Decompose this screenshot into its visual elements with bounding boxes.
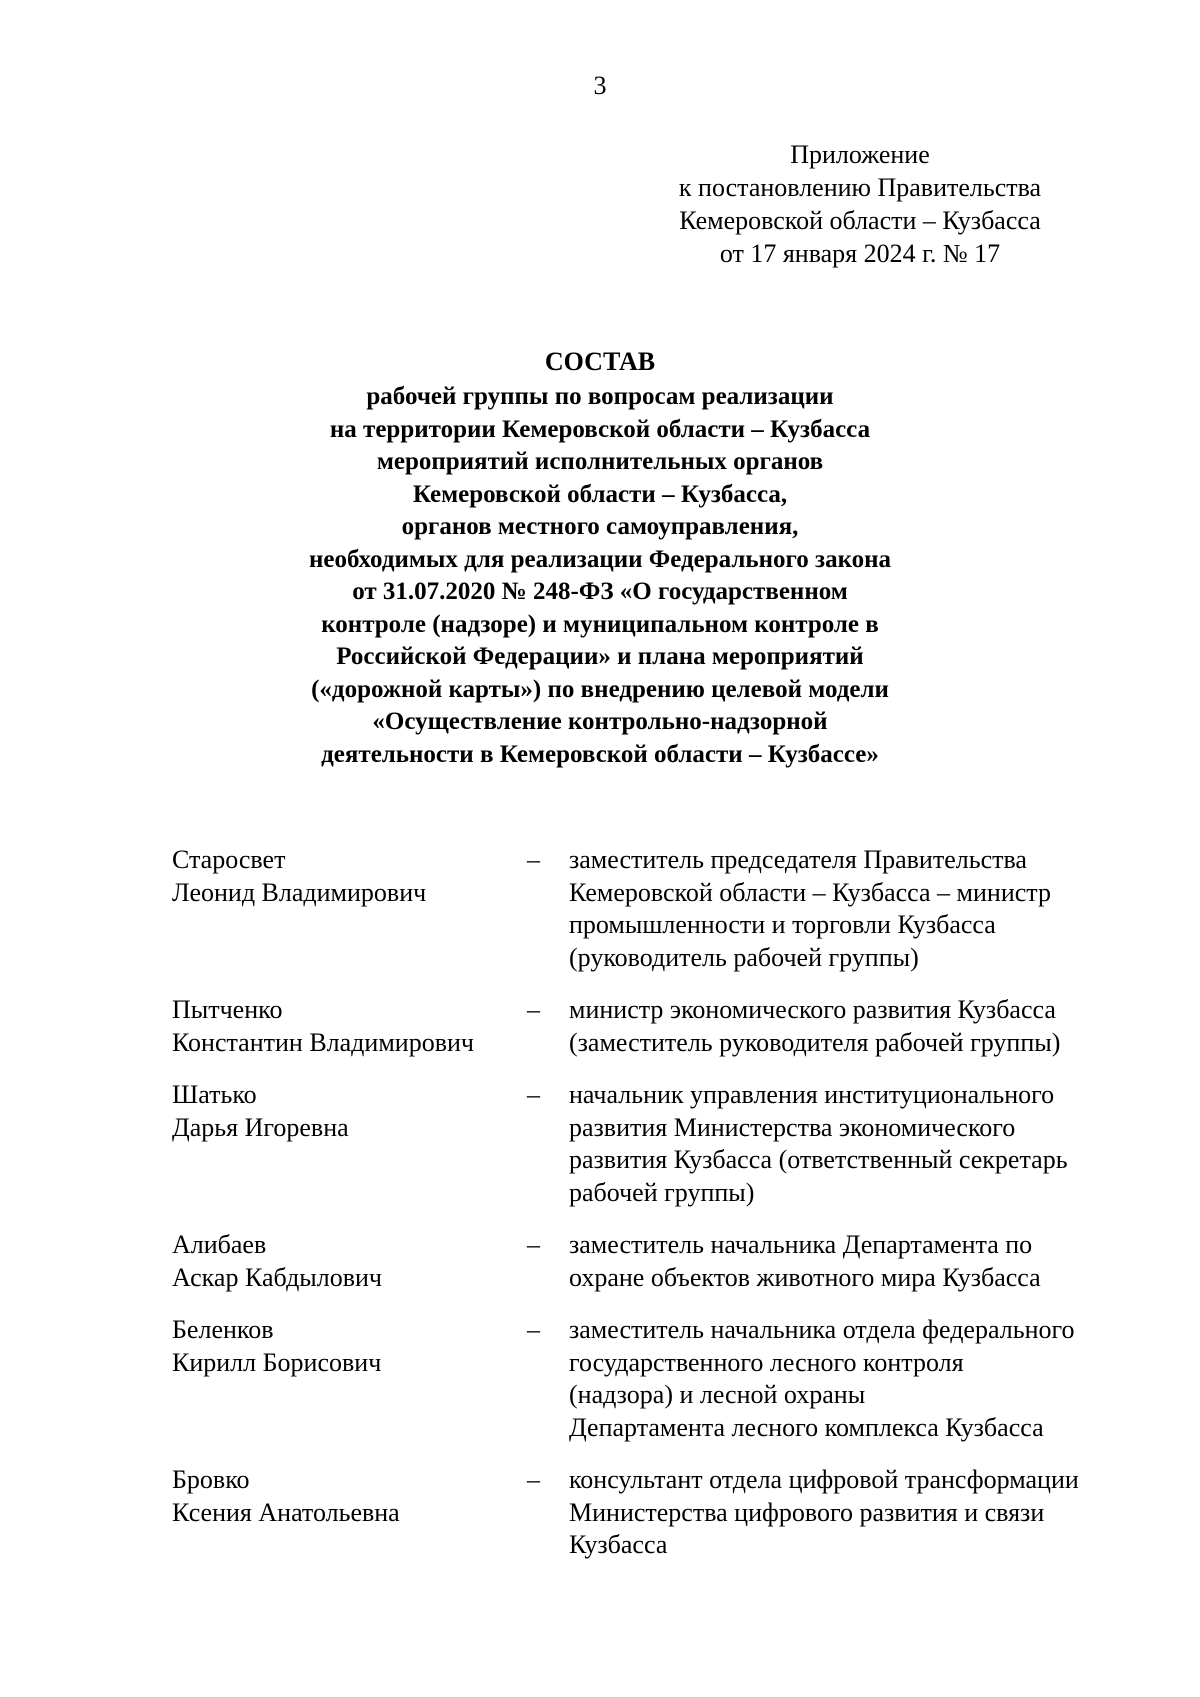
member-surname: Старосвет	[172, 845, 286, 874]
title-line: необходимых для реализации Федерального закона	[308, 545, 892, 573]
member-dash: –	[527, 1230, 540, 1259]
member-surname: Бровко	[172, 1465, 250, 1494]
appendix-header	[640, 138, 1080, 270]
title-line: Кемеровской области – Кузбасса,	[412, 480, 788, 508]
member-dash: –	[527, 1080, 540, 1109]
role-line: заместитель начальника Департамента по	[569, 1230, 1033, 1259]
appendix-line: Кемеровской области – Кузбасса	[679, 206, 1041, 235]
member-role	[569, 1229, 1152, 1294]
member-role	[569, 1464, 1152, 1562]
member-entry	[172, 1229, 1152, 1294]
member-dash: –	[527, 1465, 540, 1494]
role-line: Кузбасса	[569, 1530, 668, 1559]
role-line: промышленности и торговли Кузбасса	[569, 910, 996, 939]
member-name	[172, 1314, 527, 1444]
role-line: (заместитель руководителя рабочей группы)	[569, 1027, 1061, 1057]
member-name	[172, 844, 527, 974]
role-line: Кемеровской области – Кузбасса – министр	[569, 877, 1051, 907]
member-role	[569, 844, 1152, 974]
member-dash: –	[527, 1315, 540, 1344]
role-line: (надзора) и лесной охраны	[569, 1380, 866, 1409]
member-given-names: Леонид Владимирович	[172, 877, 427, 907]
role-line: охране объектов животного мира Кузбасса	[569, 1262, 1041, 1292]
member-entry	[172, 1314, 1152, 1444]
member-dash: –	[527, 995, 540, 1024]
title-heading: СОСТАВ	[544, 347, 656, 376]
title-line: органов местного самоуправления,	[401, 513, 799, 540]
role-line: Министерства цифрового развития и связи	[569, 1497, 1045, 1527]
member-surname: Алибаев	[172, 1230, 267, 1259]
title-line: Российской Федерации» и плана мероприятий	[336, 643, 864, 670]
role-line: Департамента лесного комплекса Кузбасса	[569, 1412, 1044, 1442]
title-line: мероприятий исполнительных органов	[376, 448, 824, 475]
title-line: на территории Кемеровской области – Кузбасса	[329, 415, 871, 443]
member-given-names: Кирилл Борисович	[172, 1347, 382, 1377]
member-entry	[172, 1464, 1152, 1562]
member-role	[569, 1314, 1152, 1444]
member-given-names: Дарья Игоревна	[172, 1112, 349, 1142]
member-name	[172, 1464, 527, 1562]
role-line: государственного лесного контроля	[569, 1347, 964, 1377]
role-line: развития Министерства экономического	[569, 1112, 1016, 1142]
appendix-line: от 17 января 2024 г. № 17	[719, 239, 1001, 268]
member-name	[172, 1229, 527, 1294]
role-line: консультант отдела цифровой трансформации	[569, 1465, 1079, 1494]
title-line: контроле (надзоре) и муниципальном контроле в	[321, 610, 879, 638]
member-entry	[172, 844, 1152, 974]
member-surname: Шатько	[172, 1080, 257, 1109]
role-line: (руководитель рабочей группы)	[569, 942, 919, 972]
member-name	[172, 1079, 527, 1209]
member-entry	[172, 994, 1152, 1059]
title-line: рабочей группы по вопросам реализации	[366, 383, 834, 410]
appendix-line: к постановлению Правительства	[678, 173, 1042, 202]
title-line: от 31.07.2020 № 248-ФЗ «О государственном	[352, 578, 848, 605]
role-line: рабочей группы)	[569, 1177, 755, 1207]
title-line: «Осуществление контрольно-надзорной	[372, 708, 828, 735]
appendix-line: Приложение	[790, 140, 930, 169]
page-number: 3	[593, 71, 607, 100]
document-title	[0, 343, 1200, 771]
member-role	[569, 1079, 1152, 1209]
member-entry	[172, 1079, 1152, 1209]
title-line: («дорожной карты») по внедрению целевой модели	[311, 675, 889, 703]
member-surname: Пытченко	[172, 995, 283, 1024]
role-line: заместитель начальника отдела федерального	[569, 1315, 1075, 1344]
member-given-names: Ксения Анатольевна	[172, 1497, 400, 1527]
role-line: министр экономического развития Кузбасса	[569, 995, 1056, 1024]
role-line: развития Кузбасса (ответственный секретарь	[569, 1145, 1068, 1174]
member-name	[172, 994, 527, 1059]
title-line: деятельности в Кемеровской области – Кузбассе»	[321, 740, 879, 768]
member-surname: Беленков	[172, 1315, 274, 1344]
members-list	[172, 844, 1152, 1582]
role-line: начальник управления институционального	[569, 1080, 1055, 1109]
role-line: заместитель председателя Правительства	[569, 845, 1027, 874]
member-role	[569, 994, 1152, 1059]
member-given-names: Аскар Кабдылович	[172, 1262, 383, 1292]
member-given-names: Константин Владимирович	[172, 1027, 474, 1057]
member-dash: –	[527, 845, 540, 874]
